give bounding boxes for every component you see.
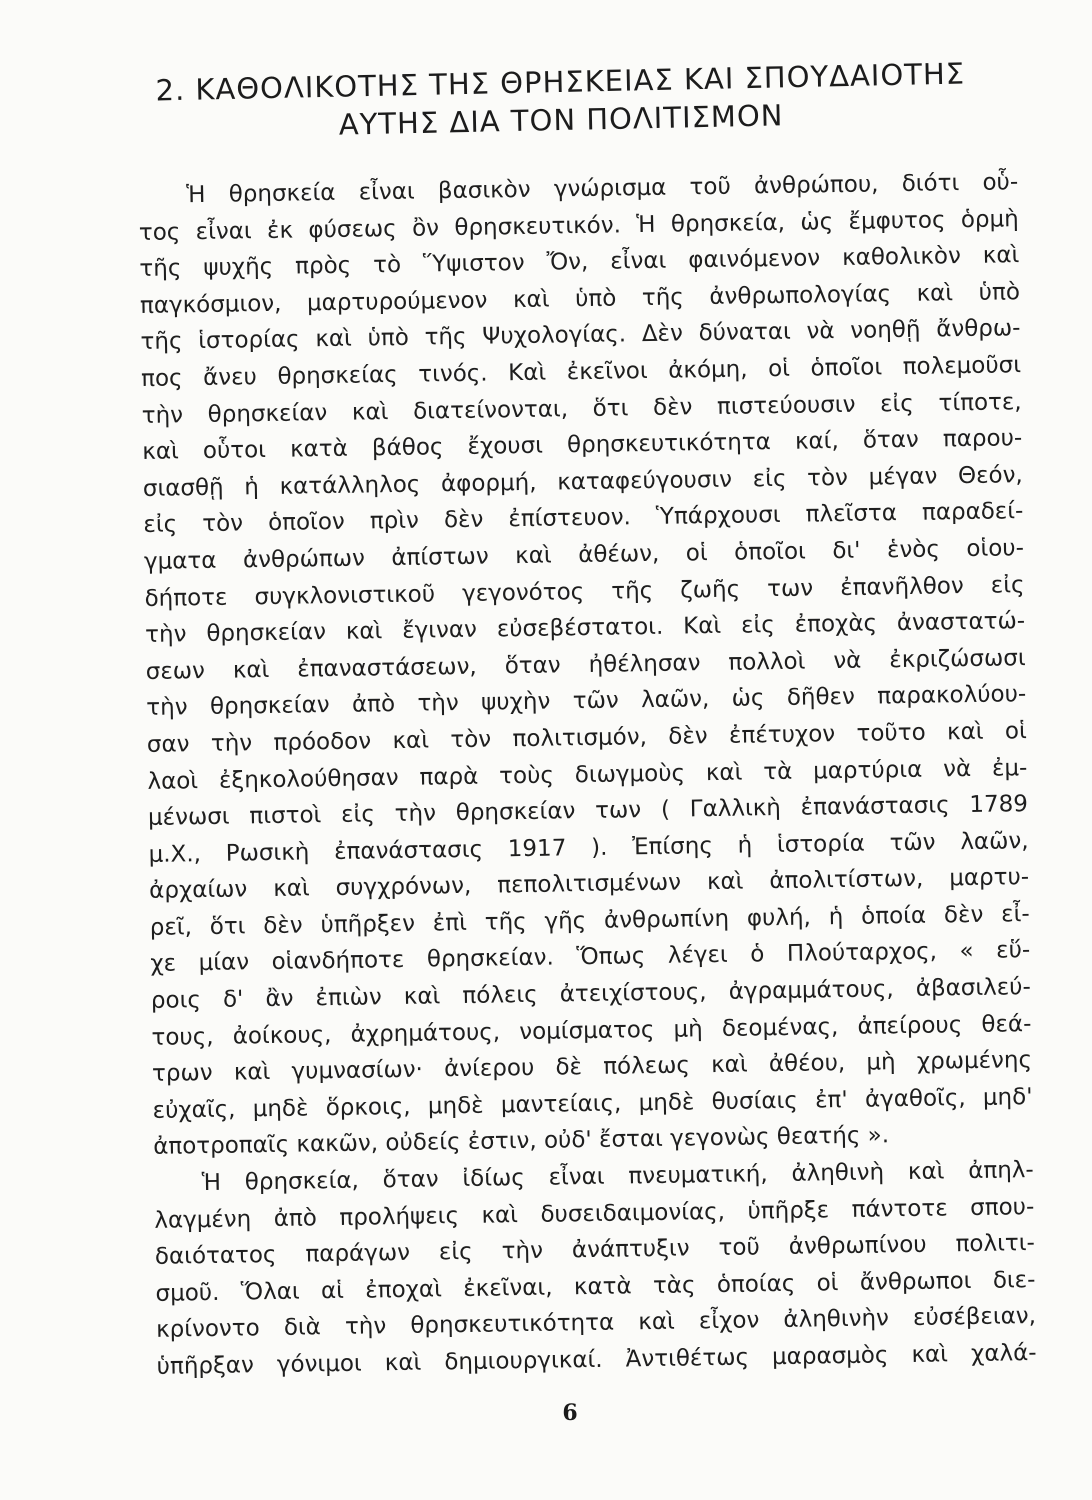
- text-line: τος εἶναι ἐκ φύσεως ὂν θρησκευτικόν. Ἡ θρησκεία, ὡς ἔμφυτος ὁρμὴ: [138, 205, 1019, 246]
- text-line: τῆς ψυχῆς πρὸς τὸ Ὕψιστον Ὄν, εἶναι φαινόμενον καθολικὸν καὶ: [139, 242, 1020, 283]
- text-line: μένωσι πιστοὶ εἰς τὴν θρησκείαν των ( Γαλλικὴ ἐπανάστασις 1789: [147, 791, 1029, 832]
- text-line: Ἡ θρησκεία εἶναι βασικὸν γνώρισμα τοῦ ἀνθρώπου, διότι οὗ-: [186, 169, 1019, 209]
- text-line: δήποτε συγκλονιστικοῦ γεγονότος τῆς ζωῆς των ἐπανῆλθον εἰς: [144, 571, 1025, 612]
- text-line: μ.Χ., Ρωσικὴ ἐπανάστασις 1917 ). Ἐπίσης ἡ ἱστορία τῶν λαῶν,: [148, 827, 1029, 868]
- text-line: λαοὶ ἐξηκολούθησαν παρὰ τοὺς διωγμοὺς καὶ τὰ μαρτύρια νὰ ἐμ-: [147, 754, 1028, 795]
- text-line: τὴν θρησκείαν καὶ διατείνονται, ὅτι δὲν πιστεύουσιν εἰς τίποτε,: [141, 388, 1022, 429]
- text-line: ἀποτροπαῖς κακῶν, οὐδείς ἐστιν, οὐδ' ἔσται γεγονὼς θεατής ».: [153, 1122, 890, 1161]
- text-line: τὴν θρησκείαν ἀπὸ τὴν ψυχὴν τῶν λαῶν, ὡς δῆθεν παρακολύου-: [146, 681, 1027, 722]
- text-line: κρίνοντο διὰ τὴν θρησκευτικότητα καὶ εἶχον ἀληθινὴν εὐσέβειαν,: [155, 1303, 1037, 1344]
- heading-line-2: ΑΥΤΗΣ ΔΙΑ ΤΟΝ ΠΟΛΙΤΙΣΜΟΝ: [338, 98, 784, 142]
- text-line: παγκόσμιον, μαρτυρούμενον καὶ ὑπὸ τῆς ἀνθρωπολογίας καὶ ὑπὸ: [139, 278, 1021, 319]
- text-line: σμοῦ. Ὅλαι αἱ ἐποχαὶ ἐκεῖναι, κατὰ τὰς ὁποίας οἱ ἄνθρωποι διε-: [155, 1266, 1036, 1307]
- text-line: ροις δ' ἂν ἐπιὼν καὶ πόλεις ἀτειχίστους, ἀγραμμάτους, ἀβασιλεύ-: [150, 974, 1032, 1014]
- text-line: ρεῖ, ὅτι δὲν ὑπῆρξεν ἐπὶ τῆς γῆς ἀνθρωπίνη φυλή, ἡ ὁποία δὲν εἶ-: [149, 900, 1030, 941]
- text-line: Ἡ θρησκεία, ὅταν ἰδίως εἶναι πνευματική, ἀληθινὴ καὶ ἀπηλ-: [201, 1157, 1034, 1197]
- text-line: εἰς τὸν ὁποῖον πρὶν δὲν ἐπίστευον. Ὑπάρχουσι πλεῖστα παραδεί-: [143, 498, 1024, 539]
- heading-line-1: 2. ΚΑΘΟΛΙΚΟΤΗΣ ΤΗΣ ΘΡΗΣΚΕΙΑΣ ΚΑΙ ΣΠΟΥΔΑΙΟΤΗΣ: [155, 56, 966, 108]
- text-line: ὑπῆρξαν γόνιμοι καὶ δημιουργικαί. Ἀντιθέτως μαρασμὸς καὶ χαλά-: [156, 1340, 1037, 1380]
- text-line: πος ἄνευ θρησκείας τινός. Καὶ ἐκεῖνοι ἀκόμη, οἱ ὁποῖοι πολεμοῦσι: [140, 352, 1022, 392]
- text-line: εὐχαῖς, μηδὲ ὅρκοις, μηδὲ μαντείαις, μηδὲ θυσίαις ἐπ' ἀγαθοῖς, μηδ': [152, 1083, 1033, 1124]
- text-line: τρων καὶ γυμνασίων· ἀνίερου δὲ πόλεως καὶ ἀθέου, μὴ χρωμένης: [151, 1047, 1033, 1088]
- text-line: χε μίαν οἱανδήποτε θρησκείαν. Ὅπως λέγει ὁ Πλούταρχος, « εὕ-: [150, 937, 1031, 978]
- text-line: τῆς ἱστορίας καὶ ὑπὸ τῆς Ψυχολογίας. Δὲν δύναται νὰ νοηθῇ ἄνθρω-: [140, 315, 1021, 356]
- text-line: καὶ οὗτοι κατὰ βάθος ἔχουσι θρησκευτικότητα καί, ὅταν παρου-: [142, 425, 1023, 466]
- body-text: [138, 164, 1037, 1385]
- text-line: τὴν θρησκείαν καὶ ἔγιναν εὐσεβέστατοι. Καὶ εἰς ἐποχὰς ἀναστατώ-: [144, 608, 1026, 649]
- text-line: ἀρχαίων καὶ συγχρόνων, πεπολιτισμένων καὶ ἀπολιτίστων, μαρτυ-: [148, 864, 1030, 905]
- text-line: σεων καὶ ἐπαναστάσεων, ὅταν ἠθέλησαν πολλοὶ νὰ ἐκριζώσωσι: [145, 644, 1026, 685]
- section-heading: [130, 54, 991, 148]
- text-line: λαγμένη ἀπὸ προλήψεις καὶ δυσειδαιμονίας, ὑπῆρξε πάντοτε σπου-: [154, 1193, 1035, 1234]
- text-line: τους, ἀοίκους, ἀχρημάτους, νομίσματος μὴ δεομένας, ἀπείρους θεά-: [151, 1010, 1032, 1051]
- text-line: δαιότατος παράγων εἰς τὴν ἀνάπτυξιν τοῦ ἀνθρωπίνου πολιτι-: [154, 1230, 1036, 1271]
- page-number: 6: [562, 1400, 578, 1426]
- text-line: σιασθῇ ἡ κατάλληλος ἀφορμή, καταφεύγουσιν εἰς τὸν μέγαν Θεόν,: [142, 461, 1023, 502]
- text-line: γματα ἀνθρώπων ἀπίστων καὶ ἀθέων, οἱ ὁποῖοι δι' ἑνὸς οἱου-: [143, 535, 1025, 575]
- text-line: σαν τὴν πρόοδον καὶ τὸν πολιτισμόν, δὲν ἐπέτυχον τοῦτο καὶ οἱ: [146, 718, 1028, 758]
